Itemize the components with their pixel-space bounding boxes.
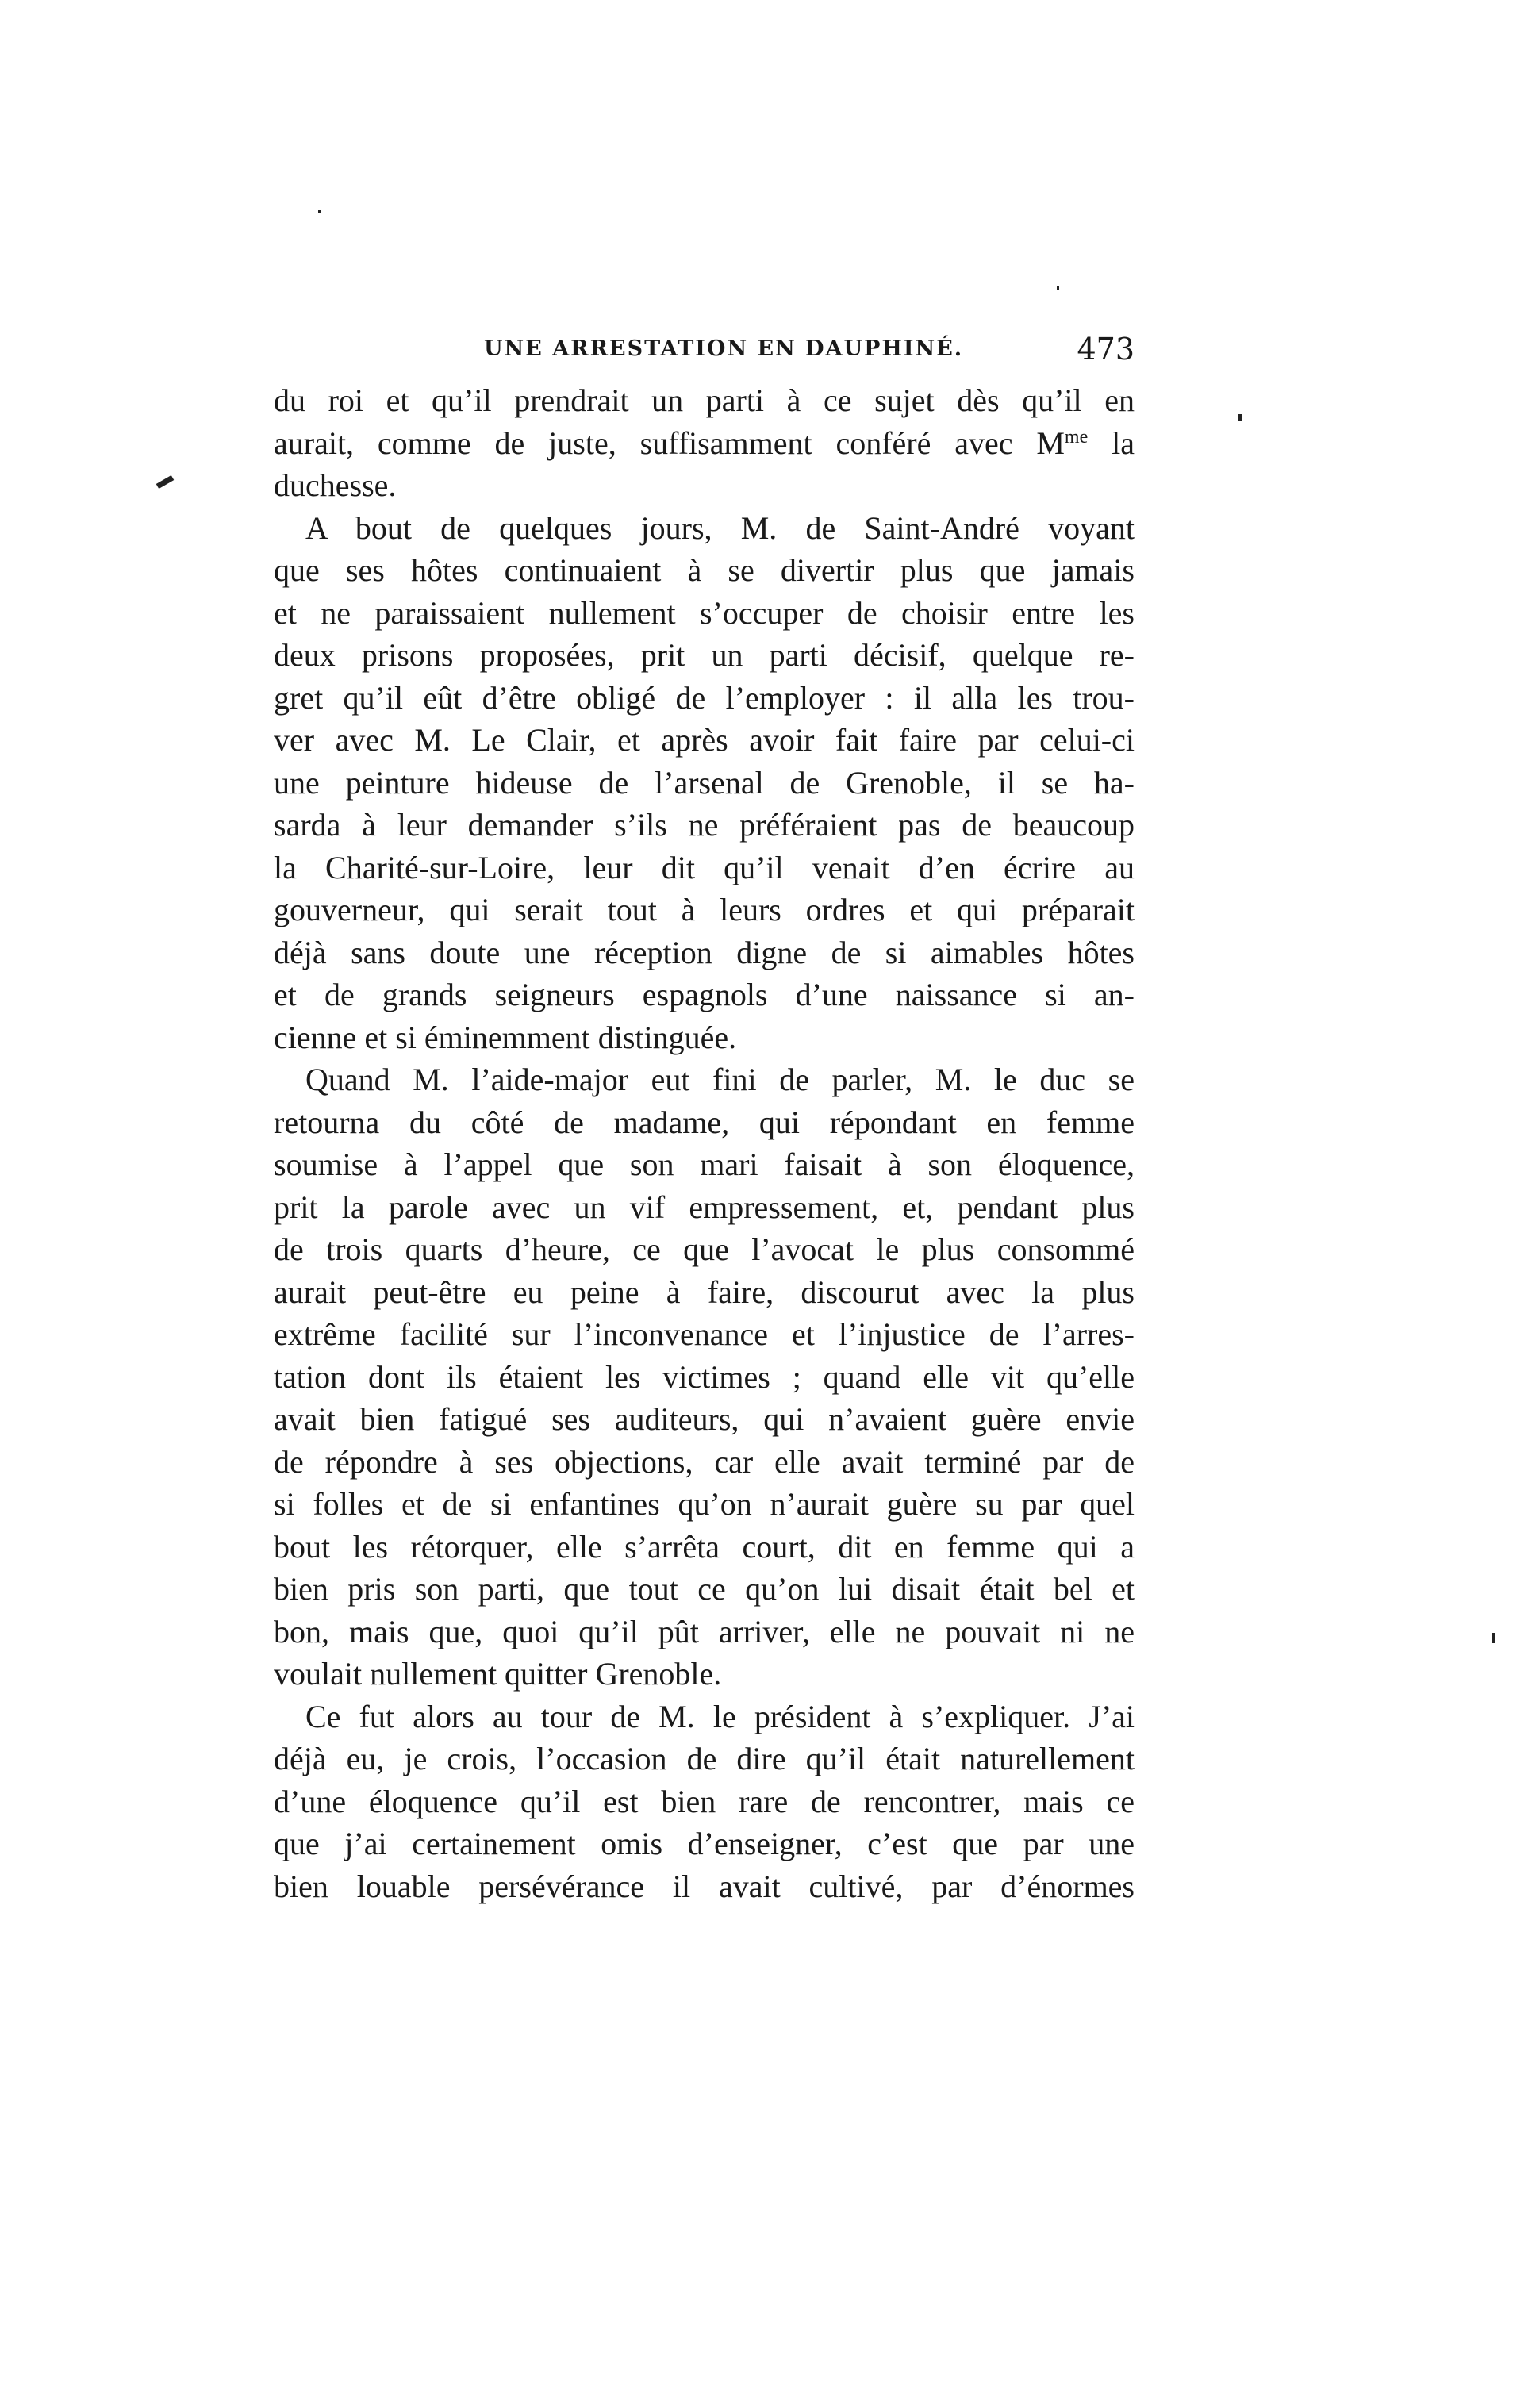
text-line: bien louable persévérance il avait cultivé, par d’énormes (274, 1868, 1135, 1904)
text-line: gret qu’il eût d’être obligé de l’employer : il alla les trou- (274, 679, 1135, 716)
text-line: prit la parole avec un vif empressement, et, pendant plus (274, 1189, 1135, 1225)
running-head (274, 332, 1135, 379)
text-line: tation dont ils étaient les victimes ; quand elle vit qu’elle (274, 1358, 1135, 1395)
text-line: la Charité-sur-Loire, leur dit qu’il venait d’en écrire au (274, 849, 1135, 885)
text-line: déjà eu, je crois, l’occasion de dire qu’il était naturellement (274, 1741, 1135, 1776)
text-line: déjà sans doute une réception digne de si aimables hôtes (274, 934, 1135, 970)
text-line: de trois quarts d’heure, ce que l’avocat le plus consommé (274, 1231, 1135, 1267)
text-line: d’une éloquence qu’il est bien rare de rencontrer, mais ce (274, 1783, 1135, 1819)
paragraph-start-line: Ce fut alors au tour de M. le président à s’expliquer. J’ai (305, 1698, 1135, 1734)
text-line: si folles et de si enfantines qu’on n’aurait guère su par quel (274, 1486, 1135, 1522)
text-line: gouverneur, qui serait tout à leurs ordres et qui préparait (274, 892, 1135, 927)
body-text (274, 379, 1135, 1907)
paragraph-start-line: A bout de quelques jours, M. de Saint-André voyant (305, 509, 1135, 546)
scan-speck (1492, 1633, 1495, 1643)
paragraph-start-line: Quand M. l’aide-major eut fini de parler, M. le duc se (305, 1062, 1135, 1097)
scan-speck (1238, 414, 1242, 421)
text-line-main: aurait, comme de juste, suffisamment conféré avec M (274, 424, 1065, 461)
superscript-abbrev: me (1064, 426, 1089, 447)
text-line: voulait nullement quitter Grenoble. (274, 1656, 722, 1692)
text-line: bien pris son parti, que tout ce qu’on lui disait était bel et (274, 1571, 1135, 1607)
text-line: retourna du côté de madame, qui répondant en femme (274, 1104, 1135, 1140)
text-line: du roi et qu’il prendrait un parti à ce sujet dès qu’il en (274, 382, 1135, 418)
text-line: extrême facilité sur l’inconvenance et l’injustice de l’arres- (274, 1316, 1135, 1352)
scan-speck (1057, 286, 1059, 290)
text-line: bout les rétorquer, elle s’arrêta court, dit en femme qui a (274, 1528, 1135, 1565)
text-line: de répondre à ses objections, car elle avait terminé par de (274, 1443, 1135, 1480)
text-line: que ses hôtes continuaient à se divertir plus que jamais (274, 552, 1135, 588)
text-line: ver avec M. Le Clair, et après avoir fait faire par celui-ci (274, 722, 1135, 758)
text-line: aurait peut-être eu peine à faire, discourut avec la plus (274, 1273, 1135, 1310)
text-line: et ne paraissaient nullement s’occuper de choisir entre les (274, 594, 1135, 631)
text-line: une peinture hideuse de l’arsenal de Grenoble, il se ha- (274, 764, 1135, 801)
text-line-with-superscript (274, 422, 1135, 465)
text-line: bon, mais que, quoi qu’il pût arriver, elle ne pouvait ni ne (274, 1613, 1135, 1649)
text-line: et de grands seigneurs espagnols d’une naissance si an- (274, 977, 1135, 1012)
text-line: deux prisons proposées, prit un parti décisif, quelque re- (274, 637, 1135, 673)
text-line: sarda à leur demander s’ils ne préféraient pas de beaucoup (274, 807, 1135, 843)
text-line: soumise à l’appel que son mari faisait à son éloquence, (274, 1146, 1135, 1182)
text-line-tail: la (1088, 424, 1135, 461)
scan-speck (156, 475, 175, 489)
text-line: avait bien fatigué ses auditeurs, qui n’avaient guère envie (274, 1401, 1135, 1437)
running-title: UNE ARRESTATION EN DAUPHINÉ. (484, 336, 964, 361)
text-line: cienne et si éminemment distinguée. (274, 1019, 737, 1055)
text-line: duchesse. (274, 467, 397, 503)
page-number: 473 (1077, 332, 1135, 367)
scan-speck (318, 210, 321, 213)
text-line: que j’ai certainement omis d’enseigner, c’est que par une (274, 1826, 1135, 1861)
